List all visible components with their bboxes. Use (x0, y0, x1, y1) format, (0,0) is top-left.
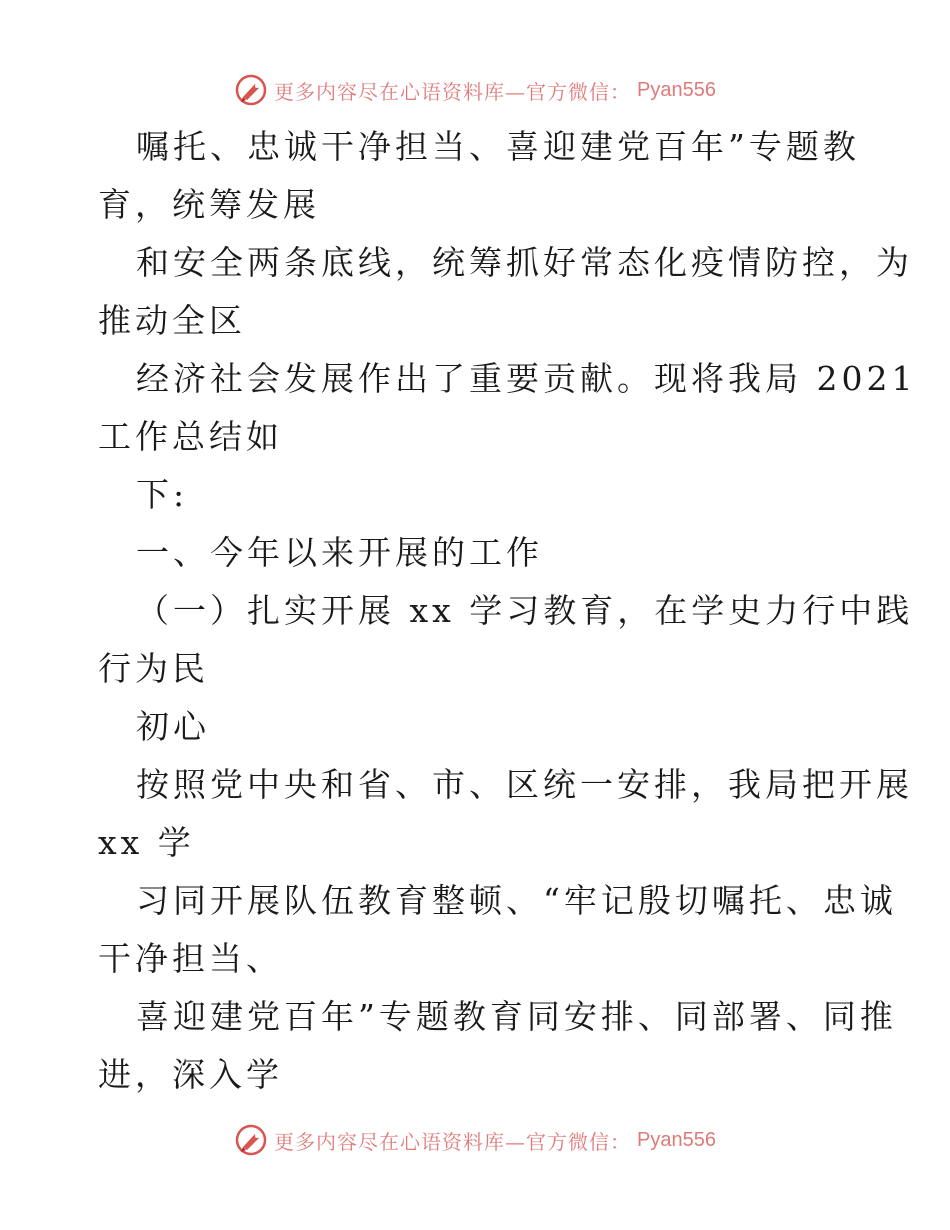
text-line: 进，深入学 (98, 1055, 283, 1094)
watermark-wechat-id: Pyan556 (637, 1128, 716, 1151)
text-line: 育，统筹发展 (98, 185, 320, 224)
watermark-wechat-id: Pyan556 (637, 78, 716, 101)
watermark-text: 更多内容尽在心语资料库—官方微信： (274, 1129, 632, 1154)
text-line: 工作总结如 (98, 417, 283, 456)
text-line: 和安全两条底线，统筹抓好常态化疫情防控，为 (136, 243, 913, 282)
text-line: xx 学 (98, 823, 195, 862)
text-line: 行为民 (98, 649, 209, 688)
text-line: 经济社会发展作出了重要贡献。现将我局 2021 (136, 359, 917, 398)
section-heading: 一、今年以来开展的工作 (136, 533, 543, 572)
text-line: 喜迎建党百年”专题教育同安排、同部署、同推 (136, 997, 897, 1036)
text-line: 习同开展队伍教育整顿、“牢记殷切嘱托、忠诚 (136, 881, 897, 920)
document-body (98, 118, 917, 1104)
text-line: 干净担当、 (98, 939, 283, 978)
watermark-text: 更多内容尽在心语资料库—官方微信： (274, 79, 632, 104)
text-line: 下: (136, 475, 189, 514)
text-line: 推动全区 (98, 301, 246, 340)
text-line: 按照党中央和省、市、区统一安排，我局把开展 (136, 765, 913, 804)
subsection-heading: （一）扎实开展 xx 学习教育，在学史力行中践 (136, 591, 914, 630)
header-watermark (0, 70, 950, 110)
footer-watermark (0, 1120, 950, 1160)
pen-logo-icon (234, 1123, 268, 1157)
text-line: 初心 (136, 707, 210, 746)
text-line: 嘱托、忠诚干净担当、喜迎建党百年”专题教 (136, 127, 860, 166)
pen-logo-icon (234, 73, 268, 107)
